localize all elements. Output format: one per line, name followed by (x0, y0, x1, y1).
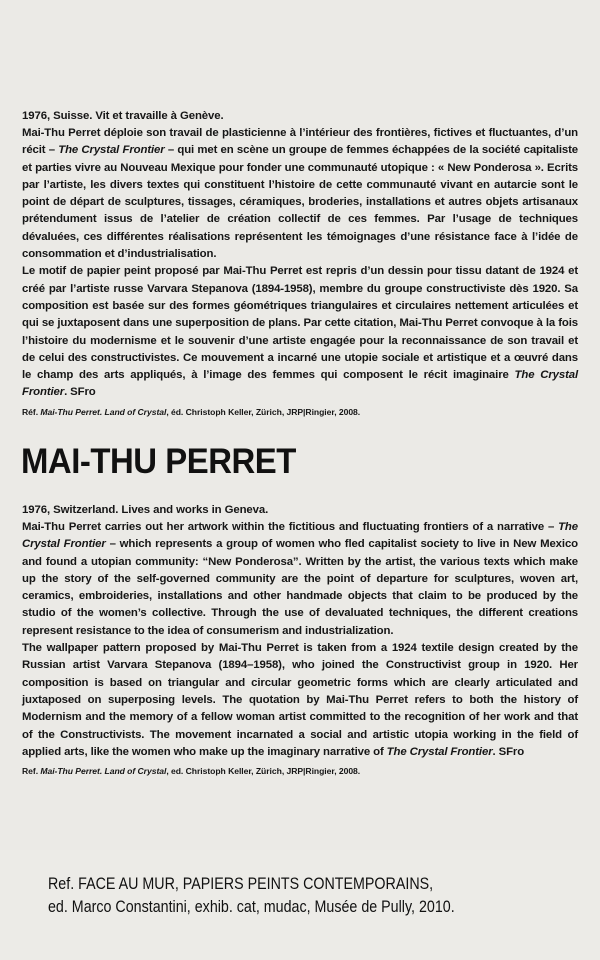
english-heading: 1976, Switzerland. Lives and works in Geneva. (22, 504, 269, 516)
artist-name-title: MAI-THU PERRET (21, 442, 296, 481)
french-heading: 1976, Suisse. Vit et travaille à Genève. (22, 110, 224, 122)
italic-title-text: Mai-Thu Perret. Land of Crystal (40, 766, 167, 777)
french-paragraph-2 (22, 263, 578, 401)
english-reference (22, 764, 578, 778)
text-run: The wallpaper pattern proposed by Mai-Thu Perret is taken from a 1924 textile design created by the Russian artist Varvara Stepanova (1894–1958), who joined the Constructivist group in 1920. Her composition is based on triangular and circular geometric forms which are clearly articulated and juxtaposed on superposing levels. The quotation by Mai-Thu Perret refers to both the history of Modernism and the memory of a fellow woman artist committed to the recognition of her work and that of the Constructivists. The movement incarnated a social and artistic utopia working in the field of applied arts, like the women who make up the imaginary narrative of (22, 642, 578, 758)
text-run: . SFro (492, 745, 525, 758)
italic-title-text: The Crystal Frontier (386, 745, 493, 758)
footer-reference-line-1: Ref. FACE AU MUR, PAPIERS PEINTS CONTEMPORAINS, (48, 874, 434, 893)
italic-title-text: Mai-Thu Perret. Land of Crystal (40, 406, 167, 417)
text-run: . SFro (64, 386, 96, 399)
french-reference (22, 405, 578, 419)
text-run: Le motif de papier peint proposé par Mai-Thu Perret est repris d’un dessin pour tissu datant de 1924 et créé par l’artiste russe Varvara Stepanova (1894-1958), membre du groupe constructiviste dès 1920. Sa composition est basée sur des formes géométriques triangulaires et circulaires nettement articulées et qui se juxtaposent dans une superposition de plans. Par cette citation, Mai-Thu Perret convoque à la fois l’histoire du modernisme et le souvenir d’une artiste engagée pour la reconnaissance de son travail et de celui des constructivistes. Ce mouvement a incarné une utopie sociale et artistique et a œuvré dans le champ des arts appliqués, à l’image des femmes qui composent le récit imaginaire (22, 265, 578, 382)
footer-reference (48, 872, 512, 918)
text-run: Ref. (22, 766, 41, 777)
text-run: Mai-Thu Perret carries out her artwork within the fictitious and fluctuating frontiers of a narrative – (22, 521, 559, 533)
footer-reference-line-2: ed. Marco Constantini, exhib. cat, mudac, Musée de Pully, 2010. (48, 897, 455, 916)
italic-title-text: The Crystal Frontier (22, 369, 579, 399)
english-paragraph-1 (22, 519, 578, 640)
english-text-block (22, 502, 578, 778)
text-run: , ed. Christoph Keller, Zürich, JRP|Ringier, 2008. (166, 766, 361, 777)
text-run: Réf. (22, 406, 41, 417)
italic-title-text: The Crystal Frontier (22, 521, 578, 551)
english-paragraph-2 (22, 640, 578, 761)
text-run: – which represents a group of women who fled capitalist society to live in New Mexico and found a utopian community: “New Ponderosa”. Written by the artist, the various texts which make up the story of the self-governed community are the point of departure for sculptures, woven art, ceramics, embroideries, installations and other handmade objects that claim to be produced by the studio of the women’s collective. Through the use of devaluated techniques, the different creations represent resistance to the idea of consumerism and industrialization. (22, 538, 578, 637)
italic-title-text: The Crystal Frontier (58, 144, 165, 157)
text-run: , éd. Christoph Keller, Zürich, JRP|Ringier, 2008. (166, 406, 361, 417)
french-text-block (22, 108, 578, 419)
text-run: Mai-Thu Perret déploie son travail de plasticienne à l’intérieur des frontières, fictives et fluctuantes, d’un récit – (22, 127, 578, 157)
text-run: – qui met en scène un groupe de femmes échappées de la société capitaliste et parties vivre au Nouveau Mexique pour fonder une communauté utopique : « New Ponderosa ». Ecrits par l’artiste, les divers textes qui constituent l’histoire de cette communauté vivant en autarcie sont le point de départ de sculptures, tissages, céramiques, broderies, installations et autres objets artisanaux prétendument issus de l’atelier de création collectif de ces femmes. Par l’usage de techniques dévaluées, ces différentes réalisations représentent les témoignages d’une résistance face à l’idée de consommation et d’industrialisation. (22, 144, 579, 261)
french-paragraph-1 (22, 125, 578, 263)
